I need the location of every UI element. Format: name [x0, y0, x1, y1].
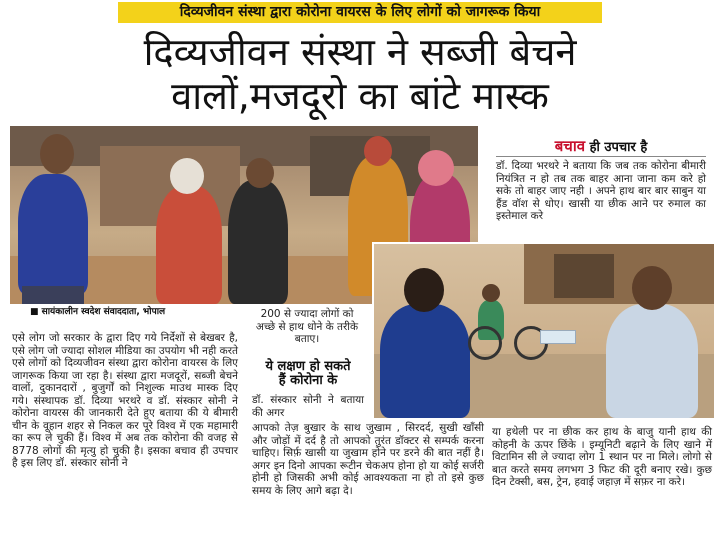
headline-line-2: वालों,मजदूरो का बांटे मास्क: [171, 74, 549, 118]
prevention-box-body: डॉ. दिव्या भरथरे ने बताया कि जब तक कोरोना बीमारी नियंत्रित न हो तब तक बाहर आना जाना कम करे हो सके तो बाहर जाए नही । अपने हाथ बार बार साबुन या हैंड वॉश से धोए। खासी या छीक आने पर रुमाल का इस्तेमाल करे: [496, 160, 706, 222]
article-column-3: या हथेली पर ना छीक कर हाथ के बाजु यानी हाथ की कोहनी के ऊपर छिंके । इम्यूनिटी बढ़ाने के लिए खाने में विटामिन सी ले ज्यादा लोग 1 स्थान पर ना मिले। लोगो से बात करते समय लगभग 3 फिट की दूरी बनाए रखे। कुछ दिन टेक्सी, बस, ट्रेन, हवाई जहाज़ में सफ़र ना करे।: [492, 426, 712, 488]
symptoms-subheading-line-2: हैं कोरोना के: [278, 373, 338, 388]
article-column-2-top: 200 से ज्यादा लोगों को अच्छे से हाथ धोने के तरीके बताए।: [255, 308, 359, 345]
prevention-box: [490, 126, 712, 242]
symptoms-subheading: [248, 360, 368, 388]
top-banner-text: दिव्यजीवन संस्था द्वारा कोरोना वायरस के लिए लोगों को जागरूक किया: [179, 4, 541, 20]
prevention-box-divider: [496, 156, 706, 157]
photo-mask-handover: [372, 242, 716, 420]
symptoms-subheading-line-1: ये लक्षण हो सकते: [265, 359, 351, 374]
prevention-box-title: [490, 136, 712, 156]
article-column-2-narrow: डॉ. संस्कार सोनी ने बताया की अगर: [252, 394, 364, 419]
prevention-title-red: बचाव: [554, 137, 586, 155]
headline: [0, 30, 720, 118]
top-banner-strip: [118, 2, 602, 23]
prevention-title-rest: ही उपचार है: [585, 140, 648, 155]
headline-line-1: दिव्यजीवन संस्था ने सब्जी बेचने: [143, 30, 577, 74]
article-column-1: एसे लोग जो सरकार के द्वारा दिए गये निर्देशों से बेखबर है, एसे लोग जो ज्यादा सोशल मीडिया का उपयोग भी नही करते एसे लोगों को दिव्यजीवन संस्था द्वारा कोरोना वायरस के लिए जागरूक किया जा रहा है। संस्था द्वारा मजदूरों, सब्जी बेचने वालों, दुकानदारों , बुजुर्गों को निशुल्क माउथ मास्क दिए गये। संस्थापक डॉ. दिव्या भरथरे व डॉ. संस्कार सोनी ने कोरोना वायरस की जानकारी देते हुए बताया की ये बीमारी चीन के वूहान शहर से निकल कर पूरे विश्व में एक महामारी का रूप ले चुकी हैं। विश्व में अब तक कोरोना की वजह से 8778 लोगों की मृत्यु हो चुकी है। इसका बचाव ही उपचार है इस लिए डॉ. संस्कार सोनी ने: [12, 332, 238, 469]
photo-caption: ■ सायंकालीन स्वदेश संवाददाता, भोपाल: [30, 307, 166, 317]
top-banner: [0, 0, 720, 26]
article-column-2-body: आपको तेज़ बुखार के साथ जुखाम , सिरदर्द, सुखी खाँसी और जोड़ों में दर्द है तो आपको तुरंत डॉक्टर से सम्पर्क करना चाहिए। सिर्फ़ खासी या जुखाम होने पर डरने की बात नहीं है। अगर इन दिनो आपका रूटीन चेकअप होना हो या कोई सर्जरी होनी हो जिसकी अभी कोई आवश्यकता ना हो तो इसे कुछ समय के लिए आगे बढ़ा दे।: [252, 422, 484, 497]
